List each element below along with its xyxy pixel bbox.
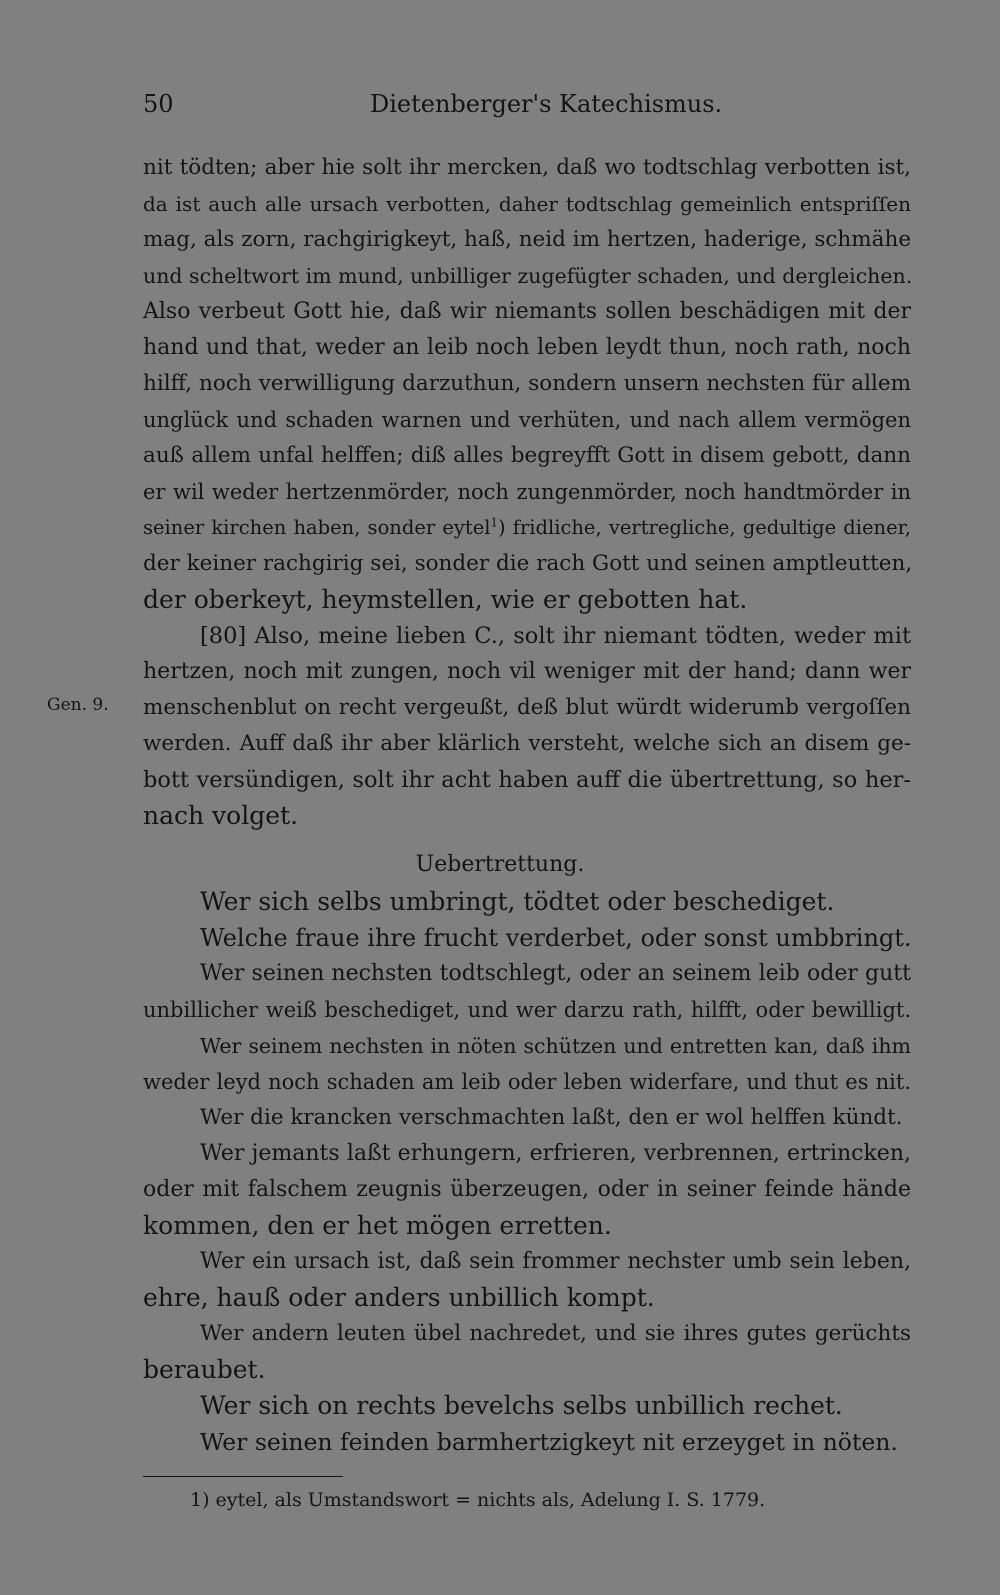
list-item: Wer seinen feinden barmhertzigkeyt nit erzeyget in nöten. xyxy=(200,1428,898,1456)
list-item-continuation: unbillicher weiß beschediget, und wer darzu rath, hilfft, oder bewilligt. xyxy=(143,998,911,1022)
body-line: hilff, noch verwilligung darzuthun, sondern unsern nechsten für allem xyxy=(143,371,911,396)
list-item: Wer sich selbs umbringt, tödtet oder beschediget. xyxy=(200,887,835,916)
list-item: Welche fraue ihre frucht verderbet, oder sonst umbbringt. xyxy=(200,924,912,952)
footnote: 1) eytel, als Umstandswort = nichts als, Adelung I. S. 1779. xyxy=(190,1489,766,1511)
section-heading: Uebertrettung. xyxy=(415,852,585,877)
footnote-marker: 1 xyxy=(490,515,498,530)
paragraph-line: hertzen, noch mit zungen, noch vil weniger mit der hand; dann wer xyxy=(143,659,911,684)
list-item-continuation: ehre, hauß oder anders unbillich kompt. xyxy=(143,1283,655,1312)
list-item-continuation: kommen, den er het mögen erretten. xyxy=(143,1211,612,1240)
list-item: Wer jemants laßt erhungern, erfrieren, verbrennen, ertrincken, xyxy=(200,1141,911,1166)
body-line: er wil weder hertzenmörder, noch zungenmörder, noch handtmörder in xyxy=(143,480,911,504)
page-number: 50 xyxy=(143,90,174,118)
list-item: Wer seinen nechsten todtschlegt, oder an seinem leib oder gutt xyxy=(200,961,911,986)
running-title: Dietenberger's Katechismus. xyxy=(370,90,723,118)
list-item-continuation: beraubet. xyxy=(143,1355,266,1384)
paragraph-line: menschenblut on recht vergeußt, deß blut würdt widerumb vergoſſen xyxy=(143,695,911,720)
line-text: ) fridliche, vertregliche, gedultige diener, xyxy=(497,516,911,539)
body-line xyxy=(143,510,911,546)
paragraph-line: [80] Also, meine lieben C., solt ihr niemant tödten, weder mit xyxy=(200,623,911,649)
body-line: der keiner rachgirig sei, sonder die rach Gott und seinen amptleutten, xyxy=(143,551,913,576)
footnote-rule xyxy=(143,1476,343,1477)
paragraph-line: nach volget. xyxy=(143,801,299,830)
paragraph-line: bott versündigen, solt ihr acht haben auff die übertrettung, so her- xyxy=(143,767,911,793)
body-line: und scheltwort im mund, unbilliger zugefügter schaden, und dergleichen. xyxy=(143,264,913,288)
paragraph-line: werden. Auff daß ihr aber klärlich versteht, welche sich an disem ge- xyxy=(143,731,911,756)
body-line: Also verbeut Gott hie, daß wir niemants sollen beschädigen mit der xyxy=(143,299,911,324)
list-item: Wer die krancken verschmachten laßt, den er wol helffen kündt. xyxy=(200,1105,903,1130)
body-line: unglück und schaden warnen und verhüten, und nach allem vermögen xyxy=(143,408,911,432)
body-line: nit tödten; aber hie solt ihr mercken, daß wo todtschlag verbotten ist, xyxy=(143,155,911,180)
list-item: Wer andern leuten übel nachredet, und sie ihres gutes gerüchts xyxy=(200,1321,911,1346)
list-item-continuation: oder mit falschem zeugnis überzeugen, oder in seiner feinde hände xyxy=(143,1177,911,1202)
list-item-continuation: weder leyd noch schaden am leib oder leben widerfare, und thut es nit. xyxy=(143,1070,911,1094)
body-line: der oberkeyt, heymstellen, wie er gebotten hat. xyxy=(143,585,748,614)
body-line: da ist auch alle ursach verbotten, daher todtschlag gemeinlich entspriſſen xyxy=(143,192,911,216)
list-item: Wer sich on rechts bevelchs selbs unbillich rechet. xyxy=(200,1391,843,1420)
list-item: Wer ein ursach ist, daß sein frommer nechster umb sein leben, xyxy=(200,1249,911,1274)
body-line: hand und that, weder an leib noch leben leydt thun, noch rath, noch xyxy=(143,335,911,360)
body-line: auß allem unfal helffen; diß alles begreyfft Gott in disem gebott, dann xyxy=(143,443,911,468)
margin-note: Gen. 9. xyxy=(47,695,109,715)
line-text: seiner kirchen haben, sonder eytel xyxy=(143,516,491,539)
list-item: Wer seinem nechsten in nöten schützen und entretten kan, daß ihm xyxy=(200,1034,911,1058)
body-line: mag, als zorn, rachgirigkeyt, haß, neid im hertzen, haderige, schmähe xyxy=(143,227,912,252)
